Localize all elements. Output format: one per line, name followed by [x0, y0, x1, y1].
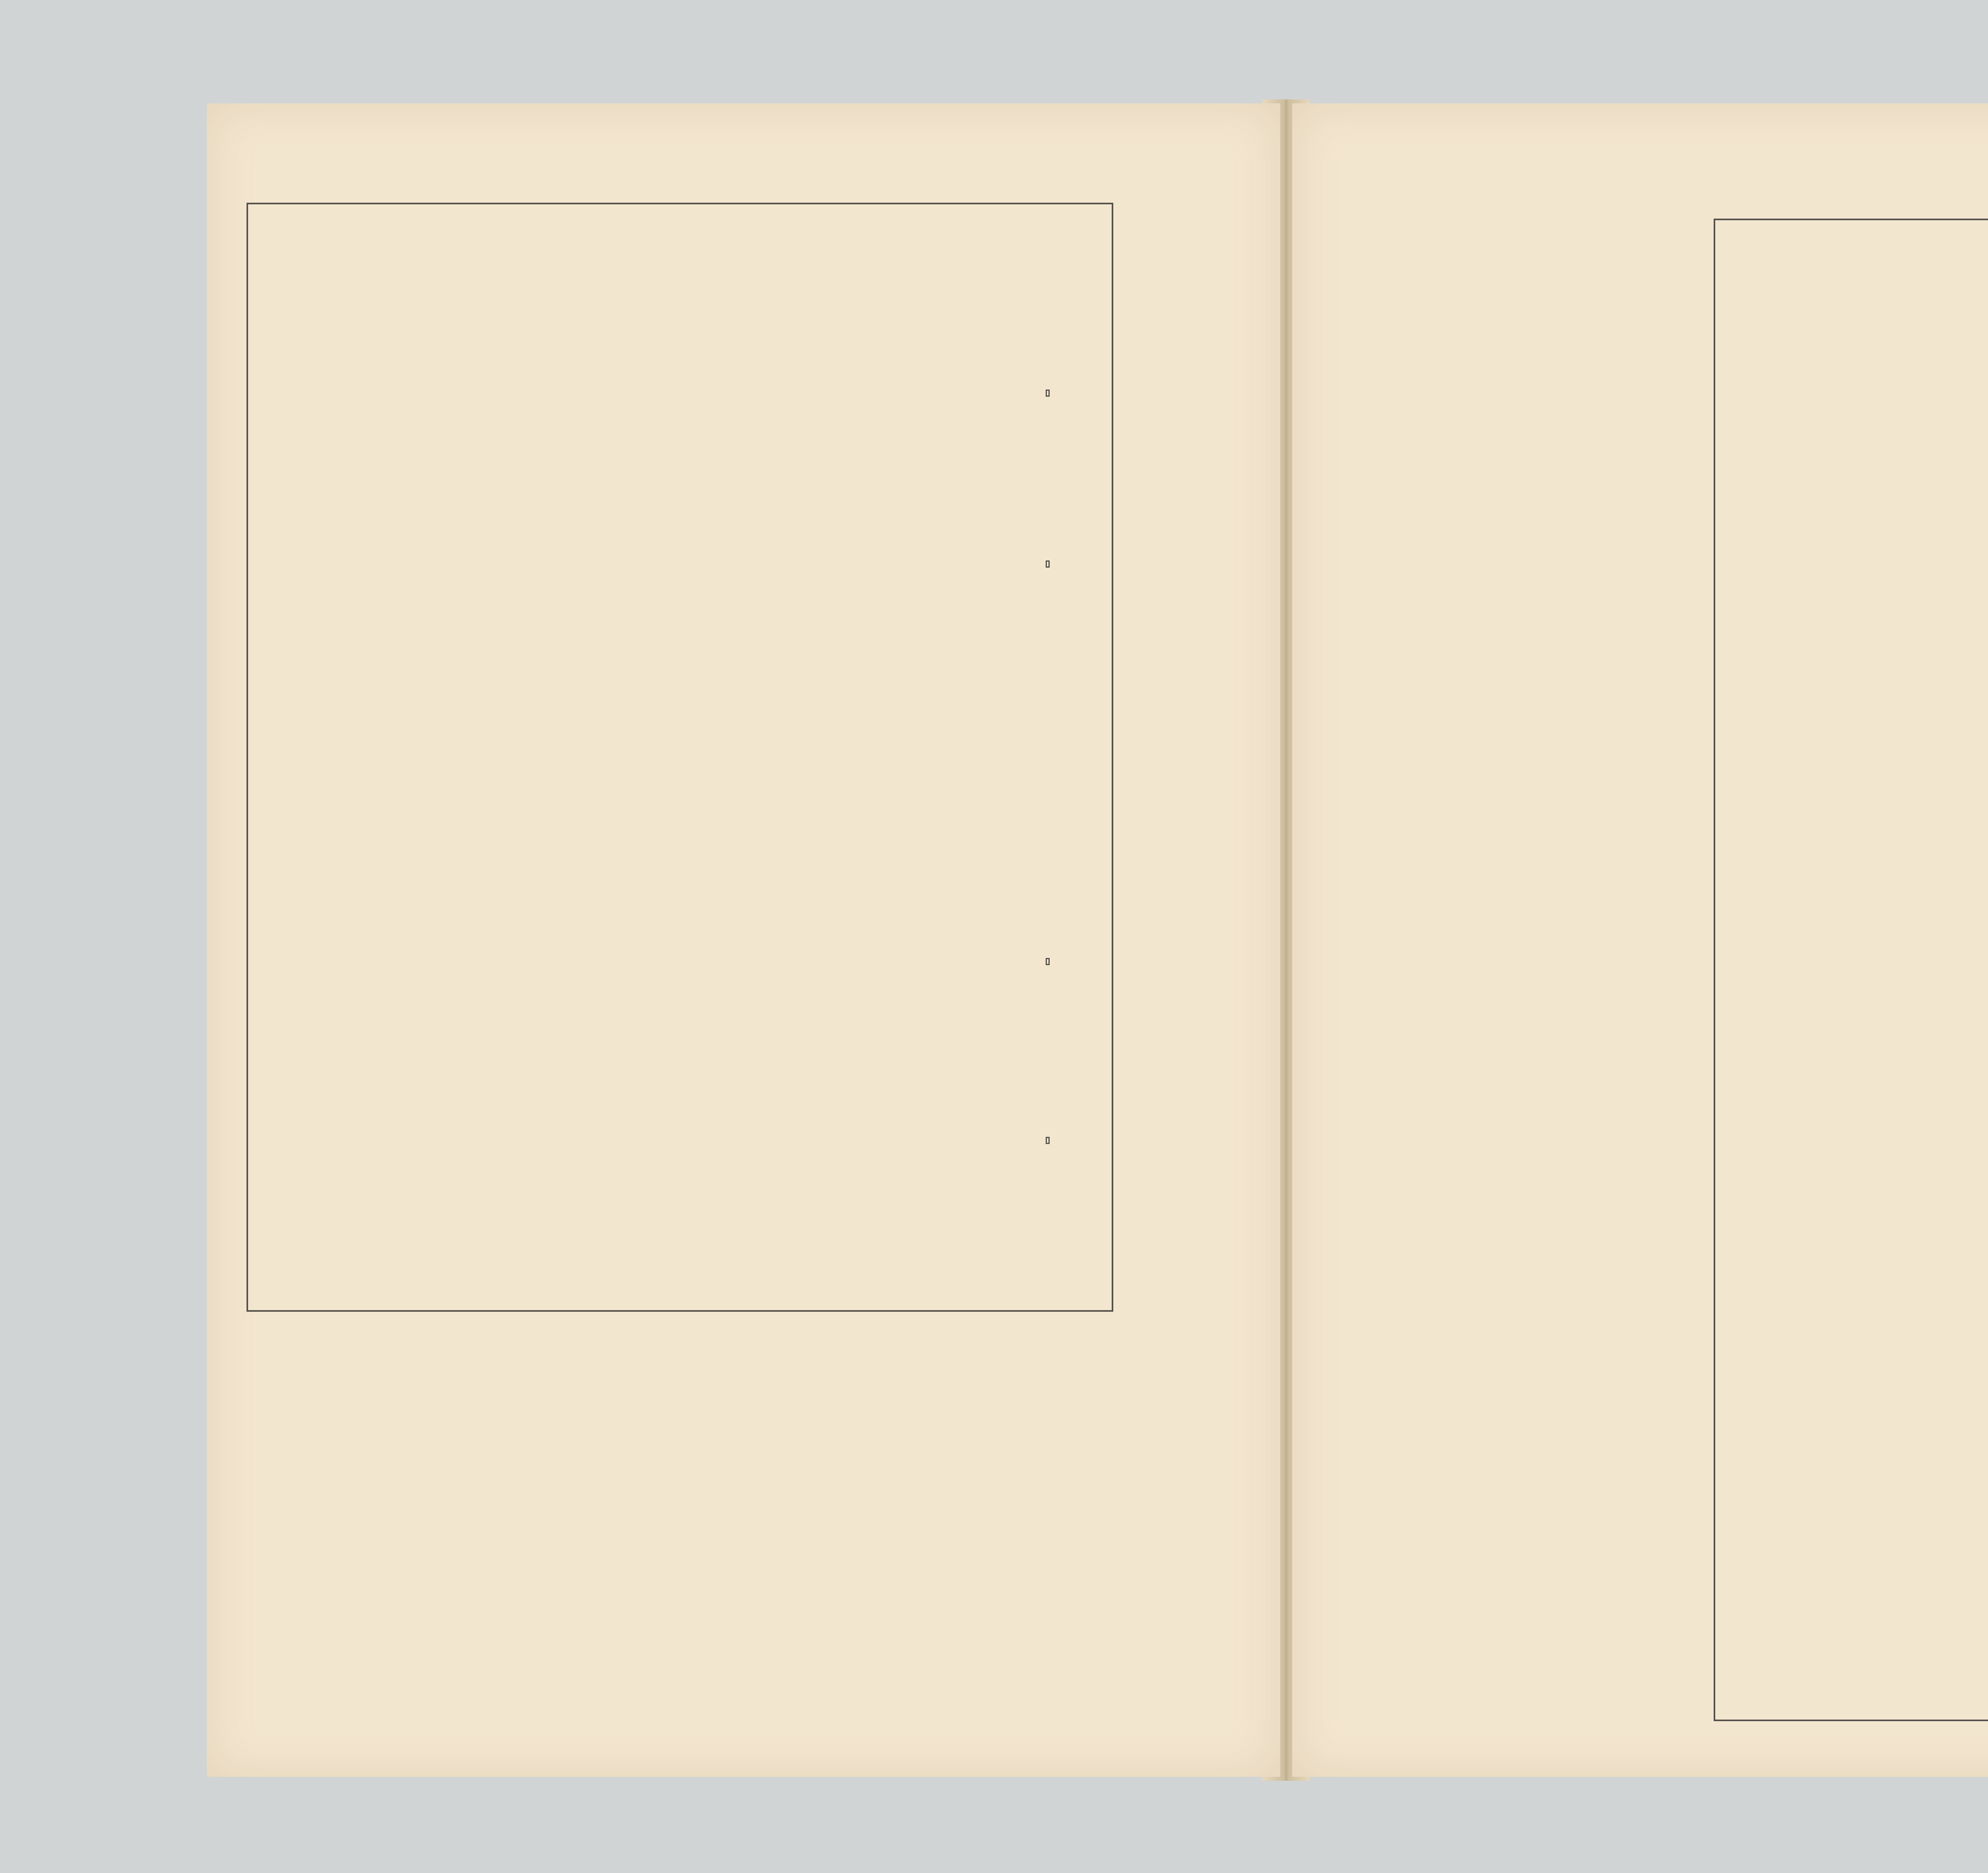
header-index-1-note — [1046, 390, 1050, 397]
header-index-2-note — [1046, 560, 1050, 568]
left-page — [207, 103, 1280, 1777]
header-index-4-note — [1046, 1137, 1050, 1144]
right-page — [1292, 103, 1988, 1777]
header-index-3-note — [1046, 958, 1050, 965]
securities-table — [1714, 219, 1988, 1721]
price-index-table — [247, 203, 1113, 1312]
